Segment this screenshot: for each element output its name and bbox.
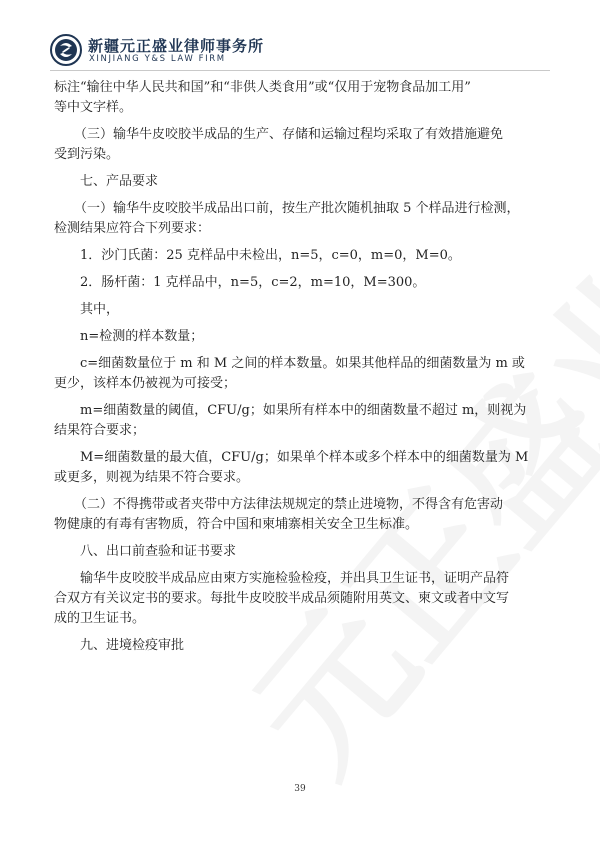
firm-name-en: XINJIANG Y&S LAW FIRM [89, 54, 226, 64]
paragraph [80, 542, 550, 562]
paragraph [54, 569, 550, 629]
firm-logo-icon [50, 34, 82, 66]
text-line: （一）输华牛皮咬胶半成品出口前，按生产批次随机抽取 5 个样品进行检测， [74, 201, 520, 216]
text-line: M=细菌数量的最大值，CFU/g；如果单个样本或多个样本中的细菌数量为 M [80, 450, 529, 465]
text-line: 或更多，则视为结果不符合要求。 [54, 470, 250, 485]
paragraph [54, 448, 550, 488]
paragraph [80, 172, 550, 192]
header-divider [50, 70, 550, 71]
page-number: 39 [294, 784, 306, 794]
text-line: （三）输华牛皮咬胶半成品的生产、存储和运输过程均采取了有效措施避免 [74, 127, 504, 142]
paragraph [54, 199, 550, 239]
paragraph [54, 125, 550, 165]
text-line: 结果符合要求； [54, 423, 146, 438]
text-line: 标注“输往中华人民共和国”和“非供人类食用”或“仅用于宠物食品加工用” [54, 80, 471, 95]
document-body [54, 78, 550, 656]
firm-name-cn: 新疆元正盛业律师事务所 [88, 37, 265, 55]
text-line: 九、进境检疫审批 [80, 638, 185, 653]
text-line: 输华牛皮咬胶半成品应由柬方实施检验检疫，并出具卫生证书，证明产品符 [80, 571, 510, 586]
text-line: 其中， [80, 302, 120, 317]
text-line: 八、出口前查验和证书要求 [80, 544, 237, 559]
text-line: 受到污染。 [54, 147, 120, 162]
paragraph [54, 354, 550, 394]
text-line: 合双方有关议定书的要求。每批牛皮咬胶半成品须随附用英文、柬文或者中文写 [54, 591, 510, 606]
text-line: n=检测的样本数量； [80, 329, 204, 344]
paragraph [80, 327, 550, 347]
text-line: 2．肠杆菌：1 克样品中，n=5，c=2，m=10，M=300。 [80, 275, 426, 290]
text-line: m=细菌数量的阈值，CFU/g；如果所有样本中的细菌数量不超过 m，则视为 [80, 403, 527, 418]
text-line: 物健康的有毒有害物质，符合中国和柬埔寨相关安全卫生标准。 [54, 517, 419, 532]
text-line: 检测结果应符合下列要求： [54, 221, 211, 236]
paragraph [80, 300, 550, 320]
paragraph [54, 78, 550, 118]
paragraph [80, 273, 550, 293]
paragraph [80, 636, 550, 656]
paragraph [80, 246, 550, 266]
text-line: 1．沙门氏菌：25 克样品中未检出，n=5，c=0，m=0，M=0。 [80, 248, 461, 263]
text-line: c=细菌数量位于 m 和 M 之间的样本数量。如果其他样品的细菌数量为 m 或 [80, 356, 525, 371]
text-line: 更少，该样本仍被视为可接受； [54, 376, 237, 391]
paragraph [54, 401, 550, 441]
text-line: 成的卫生证书。 [54, 611, 146, 626]
paragraph [54, 495, 550, 535]
text-line: （二）不得携带或者夹带中方法律法规规定的禁止进境物，不得含有危害动 [74, 497, 504, 512]
text-line: 等中文字样。 [54, 100, 133, 115]
text-line: 七、产品要求 [80, 174, 159, 189]
